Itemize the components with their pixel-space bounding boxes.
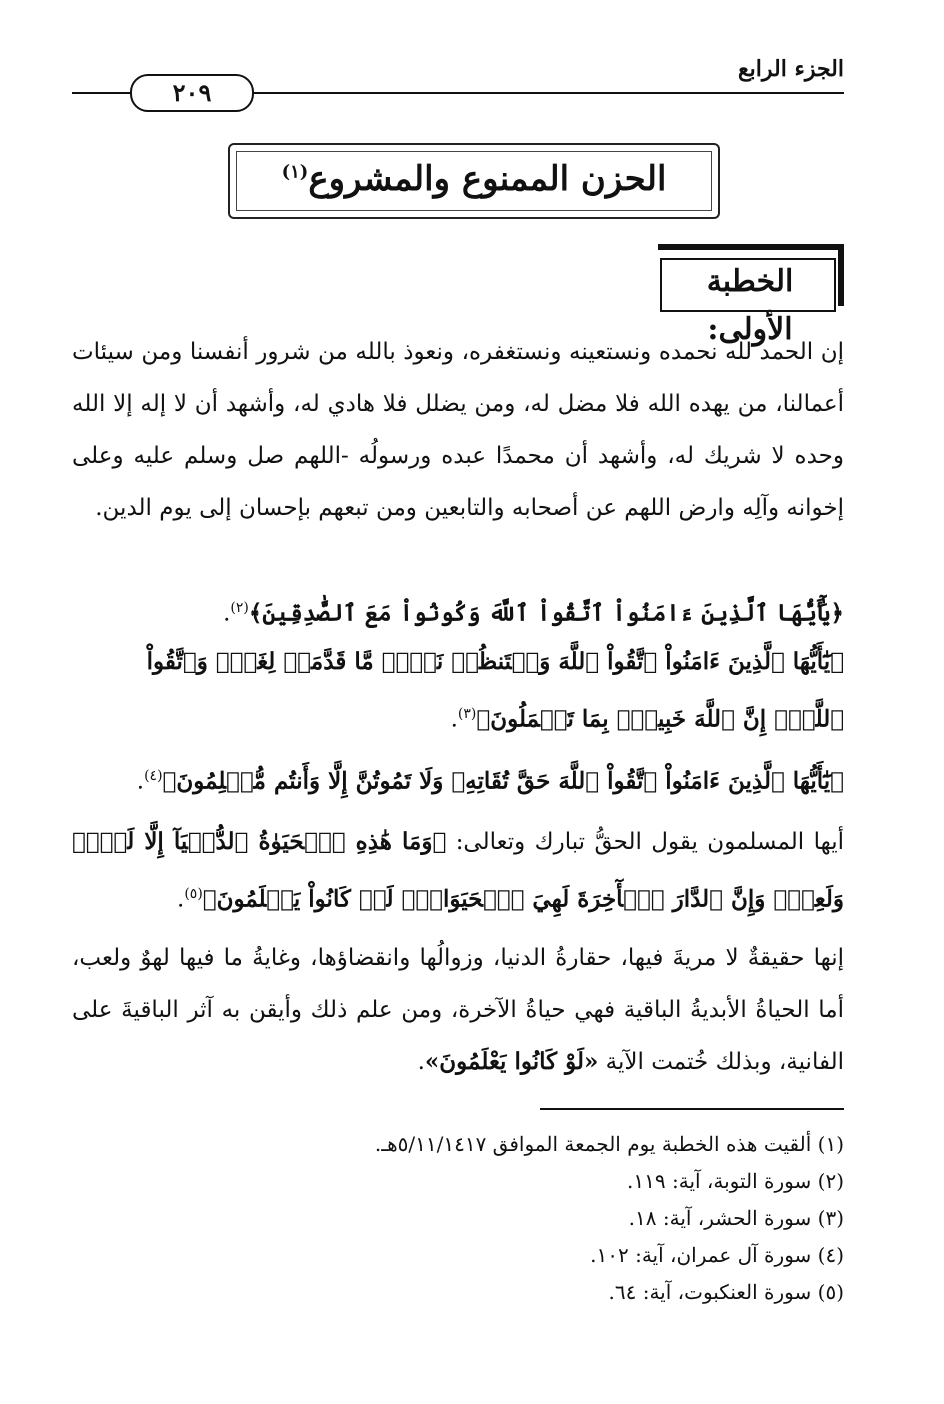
verse-3-text: ﴿يَٰٓأَيُّهَا ٱلَّذِينَ ءَامَنُواْ ٱتَّقُواْ ٱللَّهَ حَقَّ تُقَاتِهِۦ وَلَا تَمُوتُنَّ إِلَّا وَأَنتُم مُّسۡلِمُونَ﴾ — [162, 767, 844, 795]
verse-1-ref: (٢) — [230, 600, 249, 616]
verse-2-ref: (٣) — [457, 706, 477, 722]
title-footnote-ref: (١) — [281, 161, 309, 183]
footnote-1: (١) ألقيت هذه الخطبة يوم الجمعة الموافق ٥/١١/١٤١٧هـ. — [374, 1132, 844, 1156]
paragraph-2-ref: (٥) — [184, 886, 203, 902]
paragraph-verse-intro: أيها المسلمون يقول الحقُّ تبارك وتعالى: ﴿وَمَا هَٰذِهِ ٱلۡحَيَوٰةُ ٱلدُّنۡيَآ إِلَّا لَهۡوٞ وَلَعِبٞۚ وَإِنَّ ٱلدَّارَ ٱلۡأٓخِرَةَ لَهِيَ ٱلۡحَيَوَانُۚ لَوۡ كَانُواْ يَعۡلَمُونَ﴾$^{(٥)}$. — [72, 828, 845, 913]
title-text: الحزن الممنوع والمشروع — [308, 159, 667, 199]
page-number: ٢٠٩ — [130, 74, 254, 112]
part-title: الجزء الرابع — [737, 56, 844, 82]
paragraph-2-intro: أيها المسلمون يقول الحقُّ تبارك وتعالى: — [455, 829, 845, 855]
verse-1-text: ﴿يَٰٓأَيُّهَا ٱلَّذِينَ ءَامَنُواْ ٱتَّقُواْ ٱللَّهَ وَكُونُواْ مَعَ ٱلصَّٰدِقِينَ﴾ — [248, 599, 844, 627]
footnote-4: (٤) سورة آل عمران، آية: ١٠٢. — [590, 1243, 844, 1267]
footnotes — [72, 1126, 844, 1311]
section-heading: الخطبة الأولى: — [706, 264, 794, 347]
verse-3-ref: (٤) — [144, 768, 163, 784]
paragraph-2-verse: ﴿وَمَا هَٰذِهِ ٱلۡحَيَوٰةُ ٱلدُّنۡيَآ إِلَّا لَهۡوٞ وَلَعِبٞۚ وَإِنَّ ٱلدَّارَ ٱلۡأٓخِرَةَ لَهِيَ ٱلۡحَيَوَانُۚ لَوۡ كَانُواْ يَعۡلَمُونَ﴾ — [72, 828, 844, 913]
page-header — [72, 48, 844, 108]
title-frame — [228, 143, 720, 219]
paragraph-3-text: إنها حقيقةٌ لا مريةَ فيها، حقارةُ الدنيا، وزوالُها وانقضاؤها، وغايةُ ما فيها لهوٌ ولعب، أما الحياةُ الأبديةُ الباقية فهي حياةُ الآخرة، ومن علم ذلك وأيقن به آثر الباقيةَ على الفانية، وبذلك خُتمت الآية — [72, 945, 844, 1075]
verse-1: ﴿يَٰٓأَيُّهَا ٱلَّذِينَ ءَامَنُواْ ٱتَّقُواْ ٱللَّهَ وَكُونُواْ مَعَ ٱلصَّٰدِقِينَ﴾$^{(٢)}$. — [223, 599, 844, 627]
footnote-3: (٣) سورة الحشر، آية: ١٨. — [628, 1206, 844, 1230]
footnote-separator — [540, 1108, 844, 1110]
footnote-2: (٢) سورة التوبة، آية: ١١٩. — [627, 1169, 844, 1193]
document-title — [230, 159, 718, 199]
paragraph-3-quote: «لَوْ كَانُوا يَعْلَمُونَ» — [424, 1048, 599, 1075]
paragraph-conclusion: إنها حقيقةٌ لا مريةَ فيها، حقارةُ الدنيا، وزوالُها وانقضاؤها، وغايةُ ما فيها لهوٌ ولعب، أما الحياةُ الأبديةُ الباقية فهي حياةُ الآخرة، ومن علم ذلك وأيقن به آثر الباقيةَ على الفانية، وبذلك خُتمت الآية «لَوْ كَانُوا يَعْلَمُونَ». — [72, 945, 844, 1075]
footnote-5: (٥) سورة العنكبوت، آية: ٦٤. — [608, 1280, 844, 1304]
verse-2: ﴿يَٰٓأَيُّهَا ٱلَّذِينَ ءَامَنُواْ ٱتَّقُواْ ٱللَّهَ وَلۡتَنظُرۡ نَفۡسٞ مَّا قَدَّمَتۡ لِغَدٖۖ وَٱتَّقُواْ ٱللَّهَۚ إِنَّ ٱللَّهَ خَبِيرُۢ بِمَا تَعۡمَلُونَ﴾$^{(٣)}$. — [146, 648, 844, 733]
verse-3: ﴿يَٰٓأَيُّهَا ٱلَّذِينَ ءَامَنُواْ ٱتَّقُواْ ٱللَّهَ حَقَّ تُقَاتِهِۦ وَلَا تَمُوتُنَّ إِلَّا وَأَنتُم مُّسۡلِمُونَ﴾$^{(٤)}$. — [136, 767, 844, 795]
verse-2-text: ﴿يَٰٓأَيُّهَا ٱلَّذِينَ ءَامَنُواْ ٱتَّقُواْ ٱللَّهَ وَلۡتَنظُرۡ نَفۡسٞ مَّا قَدَّمَتۡ لِغَدٖۖ وَٱتَّقُواْ ٱللَّهَۚ إِنَّ ٱللَّهَ خَبِيرُۢ بِمَا تَعۡمَلُونَ﴾ — [146, 648, 844, 733]
paragraph-opening: إن الحمد لله نحمده ونستعينه ونستغفره، ونعوذ بالله من شرور أنفسنا ومن سيئات أعمالنا، من يهده الله فلا مضل له، ومن يضلل فلا هادي له، وأشهد أن لا إله إلا الله وحده لا شريك له، وأشهد أن محمدًا عبده ورسولُه -اللهم صل وسلم عليه وعلى إخوانه وآلِه وارض اللهم عن أصحابه والتابعين ومن تبعهم بإحسان إلى يوم الدين. — [72, 339, 844, 521]
